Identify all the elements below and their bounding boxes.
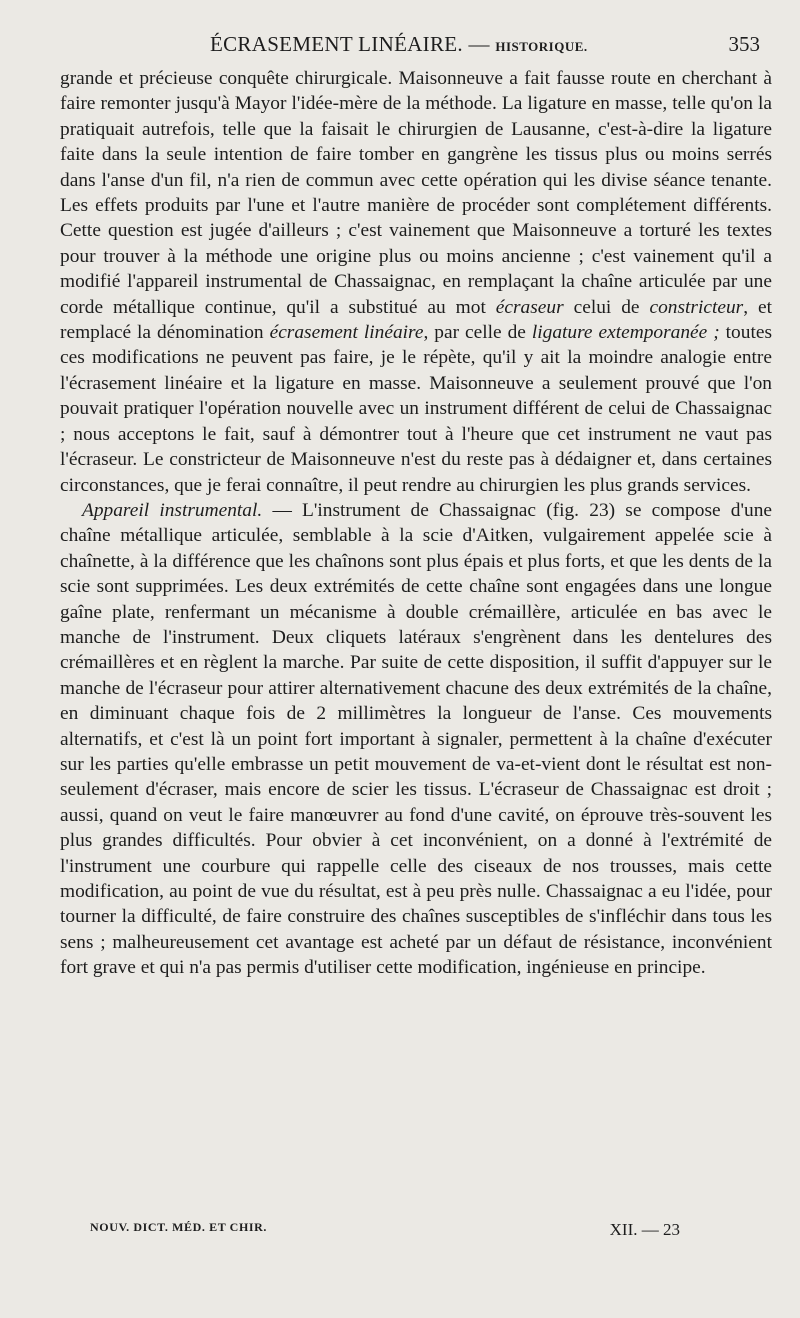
p1-italic-ecrasement: écrasement linéaire — [269, 322, 424, 344]
p2-heading: Appareil instrumental. — [82, 499, 263, 521]
p1-text-3: , et remplacé la dénomination — [60, 296, 773, 344]
footer-signature: NOUV. DICT. MÉD. ET CHIR. — [90, 1220, 268, 1234]
paragraph-2 — [60, 498, 772, 981]
page-footer — [90, 1220, 680, 1240]
header-title: ÉCRASEMENT LINÉAIRE. — [210, 32, 463, 56]
p1-italic-ligature: ligature extemporanée ; — [531, 322, 720, 344]
running-title — [210, 32, 588, 57]
page-number: 353 — [728, 32, 760, 56]
paragraph-1 — [60, 66, 772, 498]
p1-italic-constricteur: constricteur — [649, 296, 744, 318]
running-head — [60, 32, 772, 66]
footer-volume: XII. — 23 — [609, 1220, 680, 1239]
header-section: HISTORIQUE. — [495, 39, 588, 54]
p1-text-2: celui de — [563, 296, 650, 318]
p1-text-5: toutes ces modifications ne peuvent pas faire, je le répète, qu'il y ait la moindre analogie entre l'écrasement linéaire et la ligature en masse. Maisonneuve a seulement prouvé que l'on pouvait pratiquer l'opération nouvelle avec un instrument différent de celui de Chassaignac ; nous acceptons le fait, sauf à démontrer tout à l'heure que cet instrument ne vaut pas l'écraseur. Le constricteur de Maisonneuve n'est du reste pas à dédaigner et, dans certaines circonstances, que je ferai connaître, il peut rendre au chirurgien les plus grands services. — [60, 322, 772, 496]
p1-text-1: grande et précieuse conquête chirurgicale. Maisonneuve a fait fausse route en cherchant à faire remonter jusqu'à Mayor l'idée-mère de la méthode. La ligature en masse, telle qu'on la pratiquait autrefois, telle que la faisait le chirurgien de Lausanne, c'est-à-dire la ligature faite dans la seule intention de faire tomber en gangrène les tissus plus ou moins serrés dans l'anse d'un fil, n'a rien de commun avec cette opération qui les divise séance tenante. Les effets produits par l'une et l'autre manière de procéder sont complétement différents. Cette question est jugée d'ailleurs ; c'est vainement que Maisonneuve a torturé les textes pour trouver à la méthode une origine plus ou moins ancienne ; c'est vainement qu'il a modifié l'appareil instrumental de Chassaignac, en remplaçant la chaîne articulée par une corde métallique continue, qu'il a substitué au mot — [60, 68, 772, 318]
body-text — [60, 66, 772, 981]
p2-text: — L'instrument de Chassaignac (fig. 23) se compose d'une chaîne métallique articulée, semblable à la scie d'Aitken, vulgairement appelée scie à chaînette, à la différence que les chaînons sont plus épais et plus forts, et que les dents de la scie sont supprimées. Les deux extrémités de cette chaîne sont engagées dans une longue gaîne plate, renfermant un mécanisme à double crémaillère, articulée en bas avec le manche de l'instrument. Deux cliquets latéraux s'engrènent dans les dentelures des crémaillères et en règlent la marche. Par suite de cette disposition, il suffit d'appuyer sur le manche de l'écraseur pour attirer alternativement chacune des deux extrémités de la chaîne, en diminuant chaque fois de 2 millimètres la longueur de l'anse. Ces mouvements alternatifs, et c'est là un point fort important à signaler, permettent à la chaîne d'exécuter sur les parties qu'elle embrasse un petit mouvement de va-et-vient dont le résultat est non-seulement d'écraser, mais encore de scier les tissus. L'écraseur de Chassaignac est droit ; aussi, quand on veut le faire manœuvrer au fond d'une cavité, on éprouve très-souvent les plus grandes difficultés. Pour obvier à cet inconvénient, on a donné à l'extrémité de l'instrument une courbure qui rappelle celle des ciseaux de nos trousses, mais cette modification, au point de vue du résultat, est à peu près nulle. Chassaignac a eu l'idée, pour tourner la difficulté, de faire construire des chaînes susceptibles de s'infléchir dans tous les sens ; malheureusement cet avantage est acheté par un défaut de résistance, inconvénient fort grave et qui n'a pas permis d'utiliser cette modification, ingénieuse en principe. — [60, 499, 772, 979]
p1-text-4: , par celle de — [423, 322, 532, 344]
header-dash: — — [462, 32, 496, 56]
p1-italic-ecraseur: écraseur — [495, 296, 564, 318]
